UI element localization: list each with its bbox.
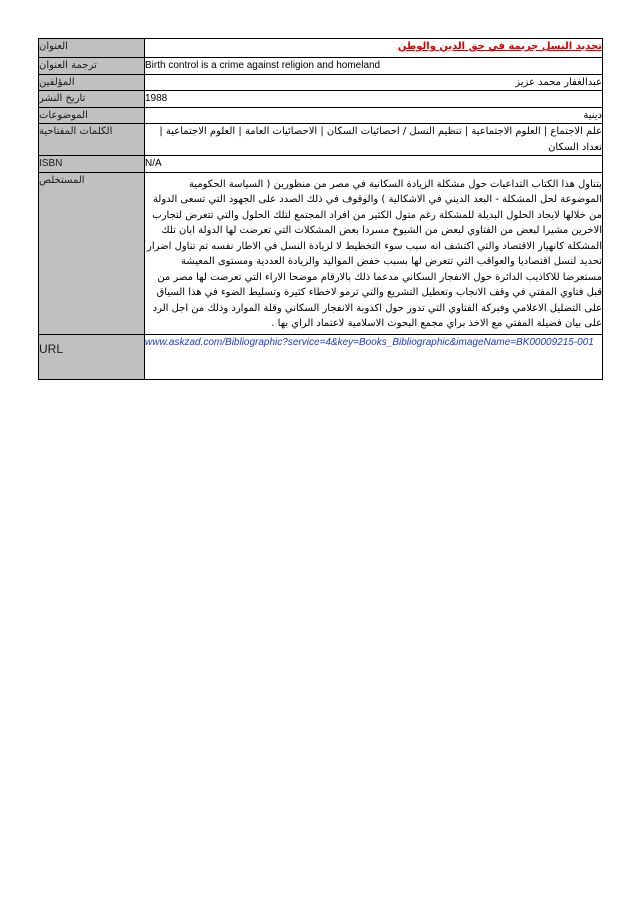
label-authors: المؤلفين xyxy=(39,74,145,91)
bibliographic-record-table xyxy=(38,38,603,380)
row-isbn xyxy=(39,156,603,173)
label-isbn: ISBN xyxy=(39,156,145,173)
abstract-value: يتناول هذا الكتاب التداعيات حول مشكلة الزيادة السكانية في مصر من منظورين ( السياسة الحكومية الموضوعة لحل المشكلة - البعد الديني في الاشكالية ) والوقوف في ذلك الصدد على الجهود التي تسعى الدولة من خلالها لايجاد الحلول البديلة للمشكلة رغم متول الكثير من افراد المجتمع لتلك الحلول والتي تتعرض لتجارب الاخرين مشيرا لبعض من الفتاوي لبعض من الشيوخ مسردا بعض المشكلات التي تعرضت لها الدولة ابان تلك المشكلة كانهيار الاقتصاد والتي اكتشف انه سبب سوء التخطيط لا لزيادة النسل في الاطار نفسه تم تناول اضرار تحديد لنسل اقتصاديا والعواقب التي تتعرض لها بسبب خفض المواليد والزيادة العددية ومستوى المعيشة مستعرضا للاكاذيب الدائرة حول الانفجار السكاني مدعما ذلك بالارقام موضحا الاراء التي تعرضت لها مصر من قبل فتاوي المفتي في وقف الانجاب وتعطيل التشريع والتي ترمو لاخطاء كثيرة وتسليط الضوء في هذا السياق على التضليل الاعلامي وفبركة الفتاوي التي تدور حول اكذوبة الانفجار السكاني وقلة الموارد وذلك من اجل الرد على بيان فضيلة المفتي مع الاخذ براي مجمع البحوث الاسلامية لاعتماد الراي بها . xyxy=(145,172,603,334)
title-translation-value: Birth control is a crime against religion and homeland xyxy=(145,58,603,75)
label-abstract: المستخلص xyxy=(39,172,145,334)
authors-value: عبدالغفار محمد عزيز xyxy=(145,74,603,91)
publication-date-value: 1988 xyxy=(145,91,603,108)
row-url xyxy=(39,334,603,379)
row-abstract xyxy=(39,172,603,334)
row-title-translation xyxy=(39,58,603,75)
label-subjects: الموضوعات xyxy=(39,107,145,124)
row-keywords xyxy=(39,124,603,156)
row-subjects xyxy=(39,107,603,124)
label-url: URL xyxy=(39,334,145,379)
label-title-translation: ترجمة العنوان xyxy=(39,58,145,75)
label-title: العنوان xyxy=(39,39,145,58)
subjects-value: دينية xyxy=(145,107,603,124)
isbn-value: N/A xyxy=(145,156,603,173)
row-title xyxy=(39,39,603,58)
label-publication-date: تاريخ النشر xyxy=(39,91,145,108)
keywords-value: علم الاجتماع | العلوم الاجتماعية | تنظيم النسل / احصائيات السكان | الاحصائيات العامة | العلوم الاجتماعية | تعداد السكان xyxy=(145,124,603,156)
row-publication-date xyxy=(39,91,603,108)
title-arabic: تحديد النسل جريمة في حق الدين والوطن xyxy=(397,41,602,52)
url-link[interactable]: www.askzad.com/Bibliographic?service=4&key=Books_Bibliographic&imageName=BK00009215-001 xyxy=(145,336,594,348)
label-keywords: الكلمات المفتاحية xyxy=(39,124,145,156)
row-authors xyxy=(39,74,603,91)
